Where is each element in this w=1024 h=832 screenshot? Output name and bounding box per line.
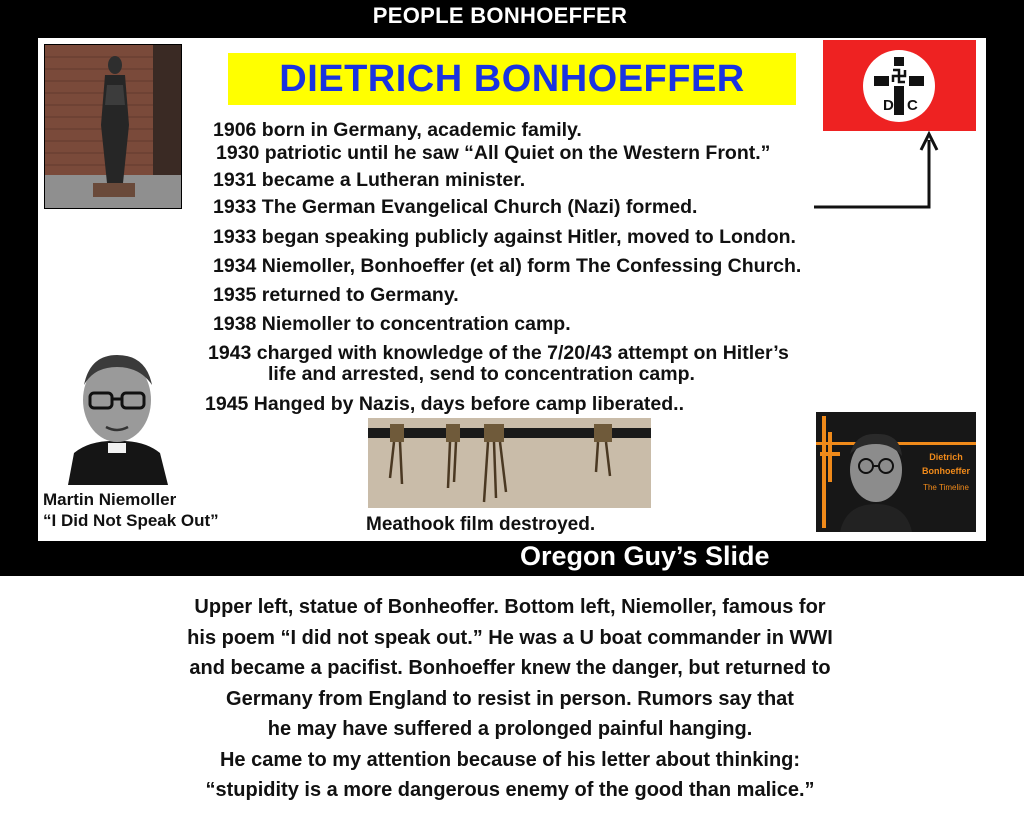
niemoller-caption-quote: “I Did Not Speak Out” bbox=[43, 511, 219, 530]
notes-line: Upper left, statue of Bonheoffer. Bottom left, Niemoller, famous for bbox=[194, 596, 826, 618]
notes-paragraph bbox=[80, 592, 940, 806]
timeline-item: 1935 returned to Germany. bbox=[213, 284, 459, 306]
timeline-item: 1930 patriotic until he saw “All Quiet on the Western Front.” bbox=[216, 142, 771, 164]
thumb-line-1: Dietrich bbox=[929, 452, 963, 462]
bonhoeffer-timeline-thumbnail bbox=[816, 412, 976, 532]
timeline-item: 1931 became a Lutheran minister. bbox=[213, 169, 526, 191]
notes-line: Germany from England to resist in person. Rumors say that bbox=[226, 687, 794, 710]
thumb-line-3: The Timeline bbox=[923, 483, 969, 492]
flag-letter-d: D bbox=[883, 97, 894, 114]
notes-line: he may have suffered a prolonged painful hanging. bbox=[267, 718, 753, 740]
notes-line: “stupidity is a more dangerous enemy of the good than malice.” bbox=[205, 779, 815, 801]
notes-line: He came to my attention because of his letter about thinking: bbox=[219, 748, 801, 771]
niemoller-portrait bbox=[60, 345, 175, 485]
timeline-item: 1934 Niemoller, Bonhoeffer (et al) form The Confessing Church. bbox=[213, 255, 802, 277]
notes-line: his poem “I did not speak out.” He was a U boat commander in WWI bbox=[187, 626, 833, 649]
thumb-line-2: Bonhoeffer bbox=[922, 466, 970, 476]
notes-line: and became a pacifist. Bonhoeffer knew the danger, but returned to bbox=[189, 657, 831, 679]
timeline-item: 1933 The German Evangelical Church (Nazi) formed. bbox=[213, 196, 698, 218]
timeline-item: 1933 began speaking publicly against Hitler, moved to London. bbox=[213, 226, 796, 248]
slide-title: DIETRICH BONHOEFFER bbox=[279, 57, 745, 100]
timeline-item: 1906 born in Germany, academic family. bbox=[213, 119, 582, 141]
timeline-item: 1943 charged with knowledge of the 7/20/43 attempt on Hitler’s bbox=[208, 342, 789, 364]
niemoller-caption-name: Martin Niemoller bbox=[43, 490, 177, 509]
timeline-item: 1938 Niemoller to concentration camp. bbox=[213, 313, 571, 335]
slide-credit: Oregon Guy’s Slide bbox=[520, 541, 770, 571]
flag-letter-c: C bbox=[907, 97, 918, 114]
timeline-item: 1945 Hanged by Nazis, days before camp liberated.. bbox=[205, 393, 685, 415]
nooses-caption: Meathook film destroyed. bbox=[366, 514, 596, 535]
nooses-photo bbox=[368, 418, 651, 508]
timeline-item-continued: life and arrested, send to concentration camp. bbox=[268, 363, 695, 385]
page-header-title: PEOPLE BONHOEFFER bbox=[372, 3, 628, 28]
